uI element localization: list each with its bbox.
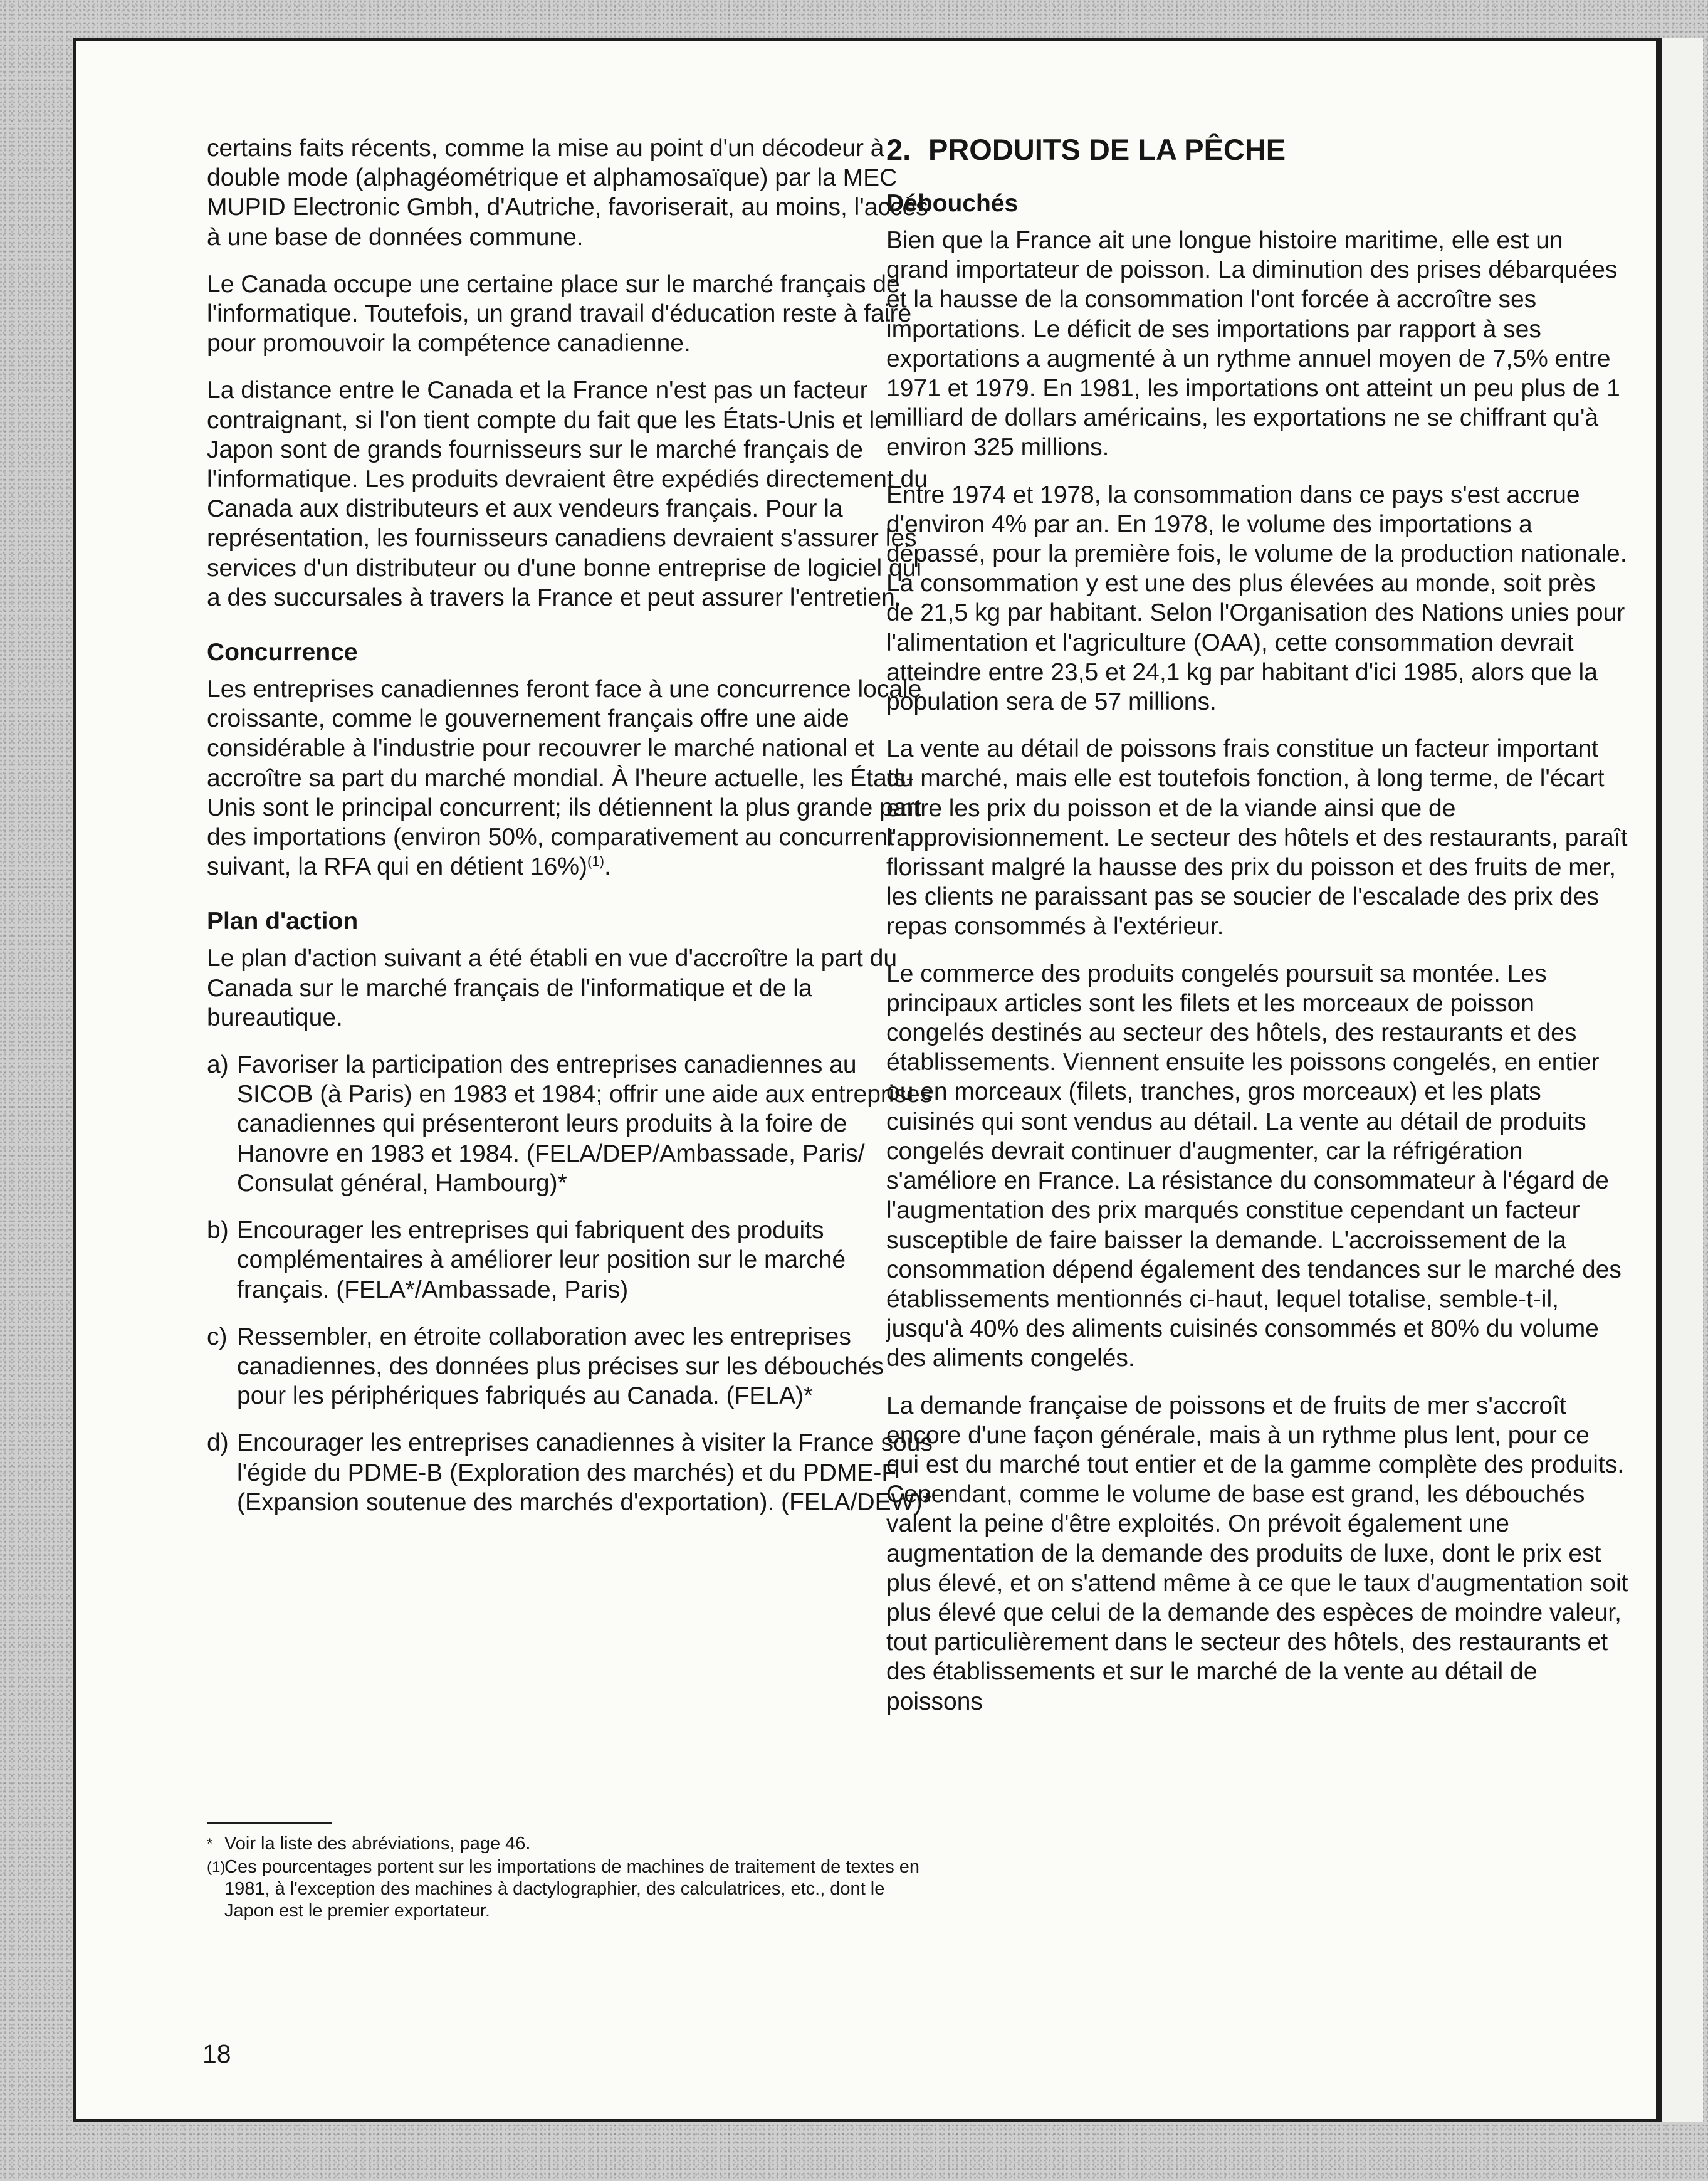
- concurrence-text: Les entreprises canadiennes feront face à une concurrence locale croissante, comme le gouvernement français offre une aide considérable à l'industrie pour recouvrer le marché national et accroître sa part du marché mondial. À l'heure actuelle, les États-Unis sont le principal concurrent; ils détiennent la plus grande part des importations (environ 50%, comparativement au concurrent suivant, la RFA qui en détient 16%): [207, 676, 922, 881]
- footnote-text: Ces pourcentages portent sur les importations de machines de traitement de textes en 1981, à l'exception des machines à dactylographier, des calculatrices, etc., dont le Japon est le premier exportateur.: [224, 1857, 920, 1921]
- paragraph-concurrence: [207, 675, 935, 881]
- action-text: Encourager les entreprises qui fabriquent des produits complémentaires à améliorer leur position sur le marché français. (FELA*/Ambassade, Paris): [237, 1217, 846, 1303]
- subheading-debouches: Débouchés: [886, 190, 1019, 217]
- list-marker: d): [207, 1429, 229, 1457]
- section-title: [886, 132, 1628, 168]
- document-page: [73, 38, 1659, 2122]
- footnote-marker: (1): [207, 1859, 226, 1876]
- adjacent-page-edge: [1659, 38, 1703, 2122]
- list-marker: b): [207, 1217, 229, 1244]
- footnote: [207, 1833, 934, 1855]
- plan-intro: Le plan d'action suivant a été établi en vue d'accroître la part du Canada sur le marché français de l'informatique et de la bureautique.: [207, 945, 898, 1031]
- section-title-text: PRODUITS DE LA PÊCHE: [928, 133, 1286, 166]
- footnote-divider: [207, 1822, 332, 1824]
- action-item: [207, 1216, 935, 1305]
- paragraph: Le Canada occupe une certaine place sur le marché français de l'informatique. Toutefois, un grand travail d'éducation reste à faire pour promouvoir la compétence canadienne.: [207, 270, 912, 357]
- paragraph: certains faits récents, comme la mise au point d'un décodeur à double mode (alphagéométrique et alphamosaïque) par la MEC MUPID Electronic Gmbh, d'Autriche, favoriserait, au moins, l'accès à une base de données commune.: [207, 135, 928, 251]
- paragraph: Le commerce des produits congelés poursuit sa montée. Les principaux articles sont les filets et les morceaux de poisson congelés destinés au secteur des hôtels, des restaurants et des établissements. Viennent ensuite les poissons congelés, en entier ou en morceaux (filets, tranches, gros morceaux) et les plats cuisinés qui sont vendus au détail. La vente au détail de produits congelés devrait continuer d'augmenter, car la réfrigération s'améliore en France. La résistance du consommateur à l'égard de l'augmentation des prix marqués constitue cependant un facteur susceptible de faire baisser la demande. L'accroissement de la consommation dépend également des tendances sur le marché des établissements mentionnés ci-haut, lequel totalise, semble-t-il, jusqu'à 40% des aliments cuisinés consommés et 80% du volume des aliments congelés.: [886, 960, 1622, 1372]
- concurrence-text-end: .: [604, 853, 611, 881]
- paragraph: Bien que la France ait une longue histoire maritime, elle est un grand importateur de poisson. La diminution des prises débarquées et la hausse de la consommation l'ont forcée à accroître ses importations. Le déficit de ses importations par rapport à ses exportations a augmenté à un rythme annuel moyen de 7,5% entre 1971 et 1979. En 1981, les importations ont atteint un peu plus de 1 milliard de dollars américains, les exportations ne se chiffrant qu'à environ 325 millions.: [886, 227, 1620, 461]
- action-item: [207, 1428, 935, 1517]
- section-heading-concurrence: Concurrence: [207, 639, 358, 666]
- action-item: [207, 1050, 935, 1198]
- footnote-text: Voir la liste des abréviations, page 46.: [224, 1834, 531, 1854]
- section-number: 2.: [886, 133, 911, 166]
- paragraph: La demande française de poissons et de fruits de mer s'accroît encore d'une façon générale, mais à un rythme plus lent, pour ce qui est du marché tout entier et de la gamme complète des produits. Cependant, comme le volume de base est grand, les débouchés valent la peine d'être exploités. On prévoit également une augmentation de la demande des produits de luxe, dont le prix est plus élevé, et on s'attend même à ce que le taux d'augmentation soit plus élevé que celui de la demande des espèces de moindre valeur, tout particulièrement dans le secteur des hôtels, des restaurants et des établissements et sur le marché de la vente au détail de poissons: [886, 1392, 1628, 1715]
- page-number: 18: [202, 2039, 231, 2068]
- action-list: [207, 1050, 935, 1517]
- left-column: [207, 134, 935, 1535]
- footnotes: [207, 1822, 934, 1923]
- list-marker: c): [207, 1323, 228, 1350]
- action-text: Encourager les entreprises canadiennes à visiter la France sous l'égide du PDME-B (Exploration des marchés) et du PDME-F (Expansion soutenue des marchés d'exportation). (FELA/DEW)*: [237, 1429, 933, 1516]
- action-text: Ressembler, en étroite collaboration avec les entreprises canadiennes, des données plus précises sur les débouchés pour les périphériques fabriqués au Canada. (FELA)*: [237, 1323, 884, 1410]
- footnote-reference: (1): [587, 853, 604, 870]
- right-column: [886, 132, 1628, 1734]
- paragraph: La vente au détail de poissons frais constitue un facteur important du marché, mais elle est toutefois fonction, à long terme, de l'écart entre les prix du poisson et de la viande ainsi que de l'approvisionnement. Le secteur des hôtels et des restaurants, paraît florissant malgré la hausse des prix du poisson et des fruits de mer, les clients ne paraissant pas se soucier de l'escalade des prix des repas consommés à l'extérieur.: [886, 735, 1628, 940]
- action-item: [207, 1322, 935, 1411]
- footnote-marker: *: [207, 1836, 213, 1853]
- footnote: [207, 1856, 934, 1922]
- list-marker: a): [207, 1051, 229, 1079]
- paragraph: La distance entre le Canada et la France n'est pas un facteur contraignant, si l'on tient compte du fait que les États-Unis et le Japon sont de grands fournisseurs sur le marché français de l'informatique. Les produits devraient être expédiés directement du Canada aux distributeurs et aux vendeurs français. Pour la représentation, les fournisseurs canadiens devraient s'assurer les services d'un distributeur ou d'une bonne entreprise de logiciel qui a des succursales à travers la France et peut assurer l'entretien.: [207, 377, 928, 611]
- action-text: Favoriser la participation des entreprises canadiennes au SICOB (à Paris) en 1983 et 1984; offrir une aide aux entreprises canadiennes qui présenteront leurs produits à la foire de Hanovre en 1983 et 1984. (FELA/DEP/Ambassade, Paris/ Consulat général, Hambourg)*: [237, 1051, 933, 1197]
- paragraph: Entre 1974 et 1978, la consommation dans ce pays s'est accrue d'environ 4% par an. En 1978, le volume des importations a dépassé, pour la première fois, le volume de la production nationale. La consommation y est une des plus élevées au monde, soit près de 21,5 kg par habitant. Selon l'Organisation des Nations unies pour l'alimentation et l'agriculture (OAA), cette consommation devrait atteindre entre 23,5 et 24,1 kg par habitant d'ici 1985, alors que la population sera de 57 millions.: [886, 481, 1627, 716]
- section-heading-plan: Plan d'action: [207, 908, 359, 935]
